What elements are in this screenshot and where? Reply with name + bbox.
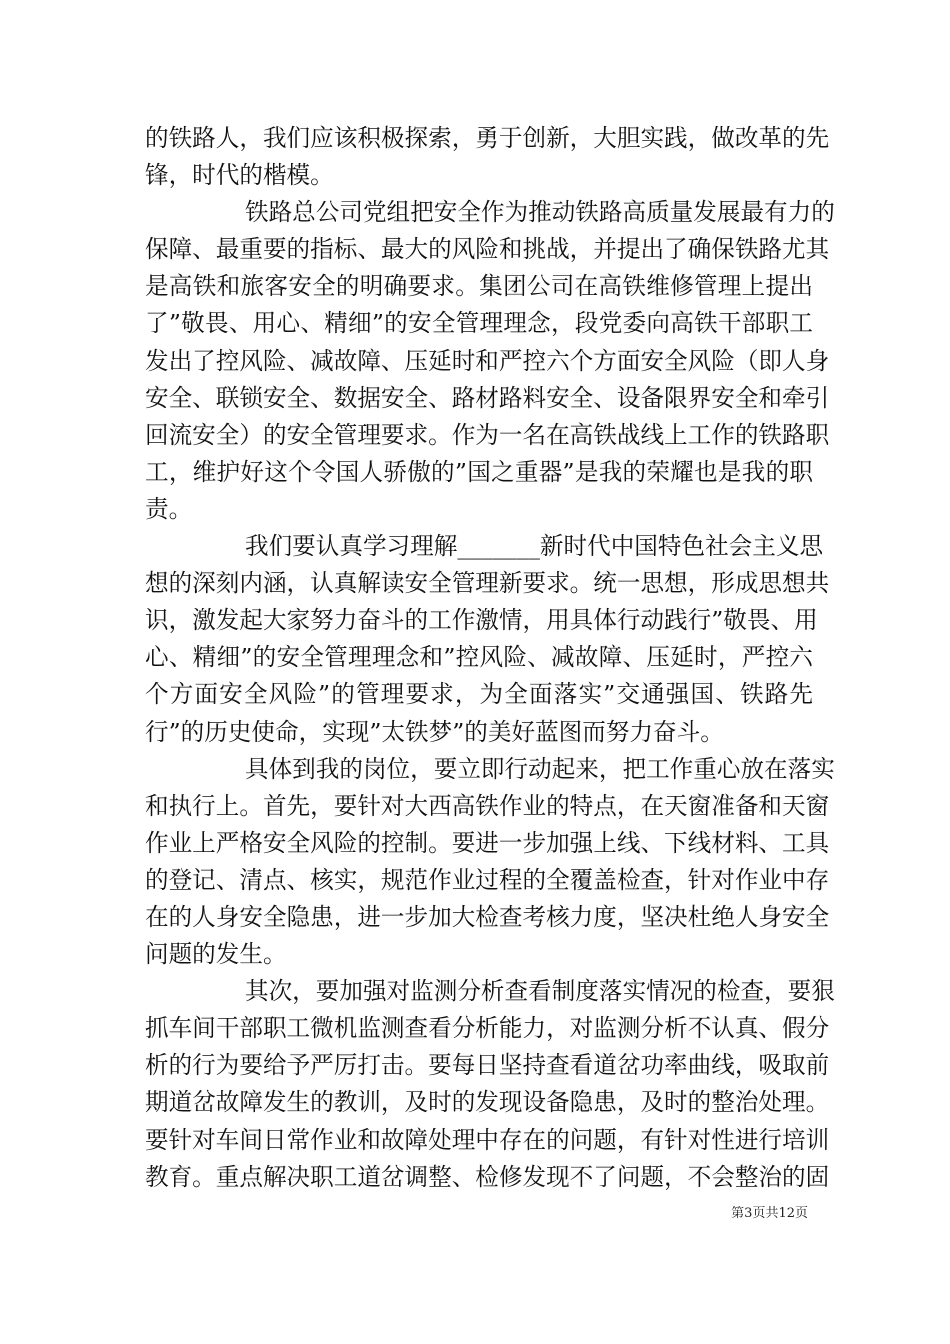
text-line: 铁路总公司党组把安全作为推动铁路高质量发展最有力的 xyxy=(245,198,835,227)
text-line: 的登记、清点、核实，规范作业过程的全覆盖检查，针对作业中存 xyxy=(145,865,830,894)
text-line: 安全、联锁安全、数据安全、路材路料安全、设备限界安全和牵引 xyxy=(145,383,830,412)
page-number: 第3页共12页 xyxy=(731,1206,808,1221)
text-line: 识，激发起大家努力奋斗的工作激情，用具体行动践行”敬畏、用 xyxy=(145,606,818,635)
text-line: 个方面安全风险”的管理要求，为全面落实”交通强国、铁路先 xyxy=(145,680,813,709)
text-line: 的铁路人，我们应该积极探索，勇于创新，大胆实践，做改革的先 xyxy=(145,124,830,152)
text-line: 保障、最重要的指标、最大的风险和挑战，并提出了确保铁路尤其 xyxy=(145,235,830,264)
paragraph xyxy=(145,194,835,528)
paragraph xyxy=(145,973,835,1196)
paragraph xyxy=(145,751,835,974)
text-line: 抓车间干部职工微机监测查看分析能力，对监测分析不认真、假分 xyxy=(145,1014,830,1043)
document-body xyxy=(145,120,835,1196)
text-line: 工，维护好这个令国人骄傲的”国之重器”是我的荣耀也是我的职 xyxy=(145,457,813,486)
text-line: 问题的发生。 xyxy=(145,940,287,969)
text-line: 了”敬畏、用心、精细”的安全管理理念，段党委向高铁干部职工 xyxy=(145,309,813,338)
paragraph xyxy=(145,120,830,194)
text-line: 其次，要加强对监测分析查看制度落实情况的检查，要狠 xyxy=(245,977,835,1006)
text-line: 析的行为要给予严厉打击。要每日坚持查看道岔功率曲线，吸取前 xyxy=(145,1051,830,1080)
paragraph xyxy=(145,528,830,751)
text-line: 要针对车间日常作业和故障处理中存在的问题，有针对性进行培训 xyxy=(145,1125,830,1154)
text-line: 想的深刻内涵，认真解读安全管理新要求。统一思想，形成思想共 xyxy=(145,569,830,598)
text-line: 责。 xyxy=(145,494,193,523)
text-line: 作业上严格安全风险的控制。要进一步加强上线、下线材料、工具 xyxy=(145,828,830,857)
text-line: 在的人身安全隐患，进一步加大检查考核力度，坚决杜绝人身安全 xyxy=(145,902,830,931)
text-line: 锋，时代的楷模。 xyxy=(145,161,334,190)
text-line: 我们要认真学习理解_______新时代中国特色社会主义思 xyxy=(245,532,824,561)
text-line: 是高铁和旅客安全的明确要求。集团公司在高铁维修管理上提出 xyxy=(145,272,813,301)
text-line: 和执行上。首先，要针对大西高铁作业的特点，在天窗准备和天窗 xyxy=(145,791,830,820)
text-line: 教育。重点解决职工道岔调整、检修发现不了问题，不会整治的固 xyxy=(145,1162,830,1191)
text-line: 期道岔故障发生的教训，及时的发现设备隐患，及时的整治处理。 xyxy=(145,1088,830,1117)
text-line: 回流安全）的安全管理要求。作为一名在高铁战线上工作的铁路职 xyxy=(145,420,830,449)
text-line: 行”的历史使命，实现”太铁梦”的美好蓝图而努力奋斗。 xyxy=(145,717,724,746)
text-line: 心、精细”的安全管理理念和”控风险、减故障、压延时，严控六 xyxy=(145,643,813,672)
text-line: 具体到我的岗位，要立即行动起来，把工作重心放在落实 xyxy=(245,754,835,783)
text-line: 发出了控风险、减故障、压延时和严控六个方面安全风险（即人身 xyxy=(145,346,830,375)
